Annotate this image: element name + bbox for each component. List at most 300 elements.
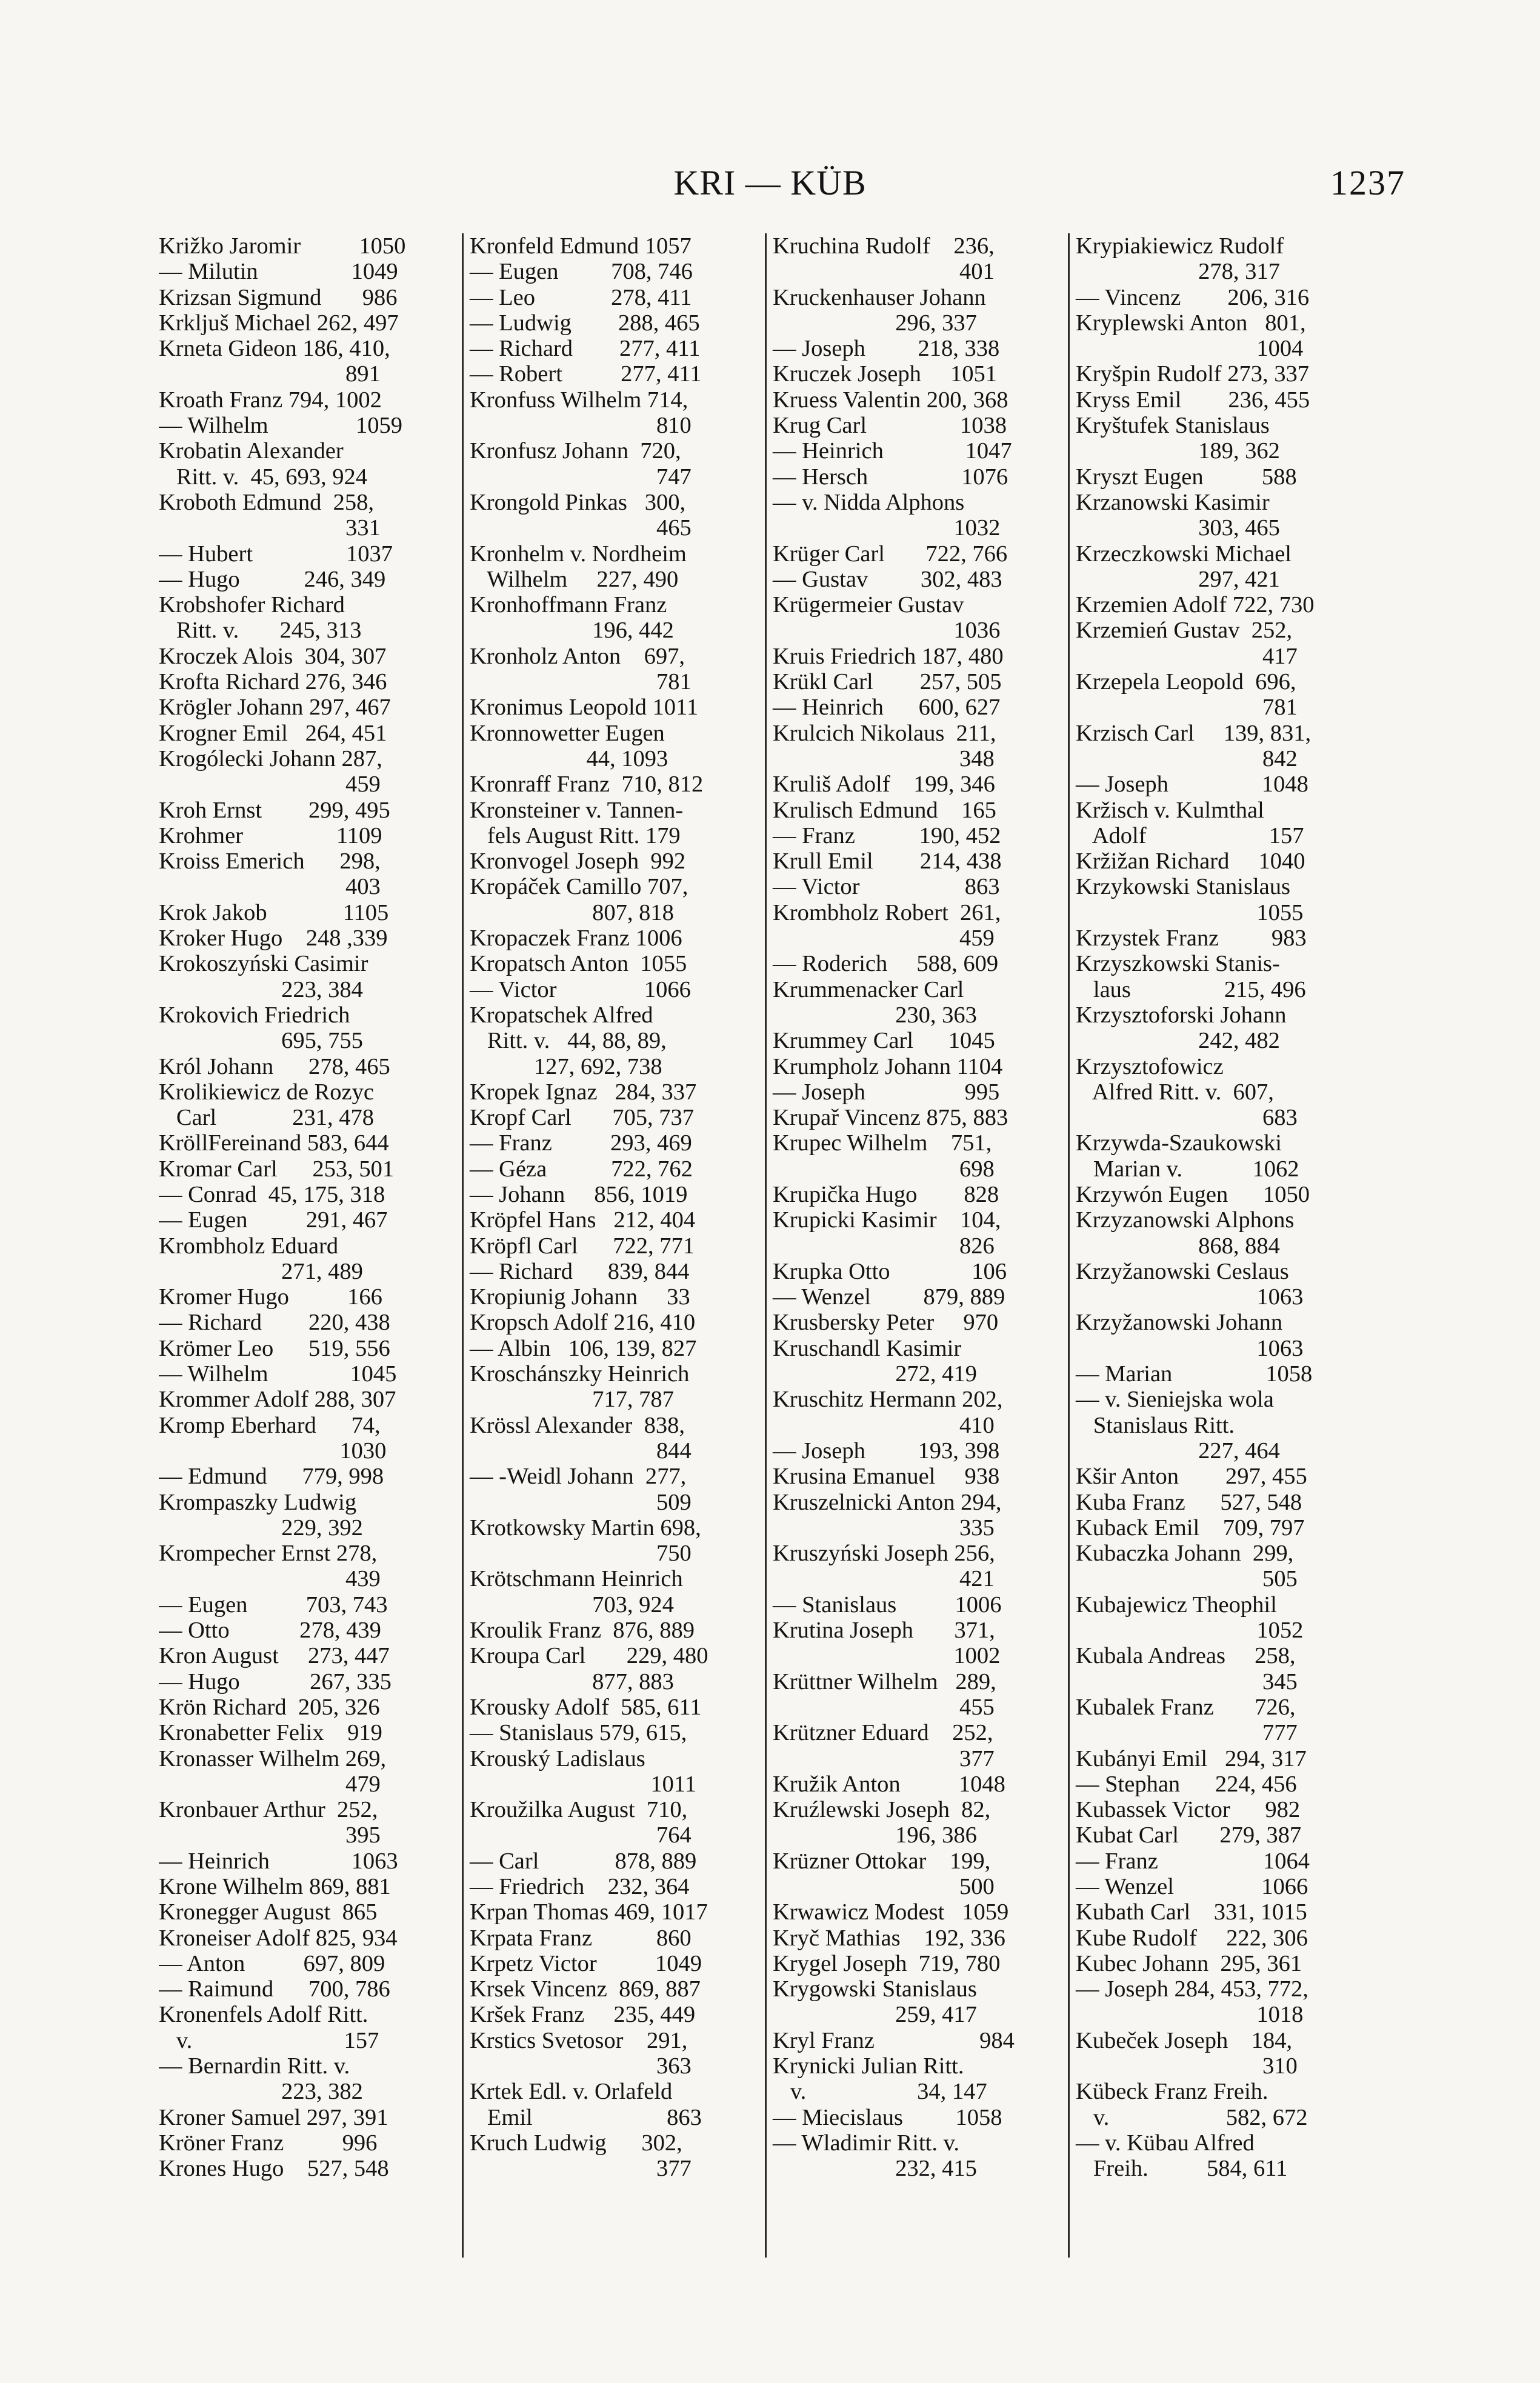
index-entry-line: Krzystek Franz 983 (1076, 925, 1307, 952)
index-entry-line: 703, 924 (470, 1591, 674, 1618)
index-entry-line: 1011 (470, 1771, 696, 1797)
index-entry-line: Kromp Eberhard 74, (159, 1412, 381, 1438)
index-entry-line: — Victor 1066 (470, 976, 691, 1002)
index-entry-line: 271, 489 (159, 1258, 363, 1284)
index-entry-line: — Roderich 588, 609 (773, 951, 999, 977)
index-entry-line: Ritt. v. 45, 693, 924 (159, 464, 368, 490)
index-entry-line: Kroner Samuel 297, 391 (159, 2104, 388, 2130)
index-entry-line: — Heinrich 1047 (773, 438, 1012, 464)
index-entry-line: Krzepela Leopold 696, (1076, 669, 1296, 695)
index-entry-line: — Wilhelm 1059 (159, 413, 402, 439)
index-entry-line: 227, 464 (1076, 1438, 1280, 1464)
index-entry-line: 1063 (1076, 1284, 1304, 1310)
index-entry-line: Kruchina Rudolf 236, (773, 233, 995, 259)
index-entry-line: Kruschitz Hermann 202, (773, 1387, 1003, 1413)
index-entry-line: — Stephan 224, 456 (1076, 1771, 1297, 1797)
index-entry-line: 296, 337 (773, 310, 977, 336)
index-entry-line: Kronvogel Joseph 992 (470, 848, 686, 875)
index-entry-line: 335 (773, 1515, 995, 1541)
index-entry-line: 395 (159, 1822, 381, 1848)
index-entry-line: Krommer Adolf 288, 307 (159, 1387, 396, 1413)
index-entry-line: Kruschandl Kasimir (773, 1335, 962, 1361)
index-entry-line: Kronegger August 865 (159, 1899, 378, 1925)
index-entry-line: Kropatsch Anton 1055 (470, 951, 687, 977)
index-entry-line: Kropf Carl 705, 737 (470, 1105, 694, 1131)
index-entry-line: — Wenzel 1066 (1076, 1874, 1308, 1899)
index-entry-line: v. 34, 147 (773, 2079, 987, 2105)
index-entry-line: 781 (1076, 695, 1298, 721)
index-entry-line: — v. Nidda Alphons (773, 489, 965, 515)
index-entry-line: Kruszelnicki Anton 294, (773, 1489, 1002, 1515)
index-entry-line: — Johann 856, 1019 (470, 1181, 688, 1207)
index-entry-line: 505 (1076, 1566, 1298, 1592)
index-entry-line: 410 (773, 1412, 995, 1438)
index-entry-line: Kromer Hugo 166 (159, 1284, 382, 1310)
index-entry-line: Krzywda-Szaukowski (1076, 1130, 1282, 1156)
index-entry-line: — Joseph 218, 338 (773, 336, 1000, 362)
index-entry-line: v. 582, 672 (1076, 2104, 1308, 2130)
index-entry-line: Kronhoffmann Franz (470, 592, 667, 618)
index-entry-line: 127, 692, 738 (470, 1053, 662, 1079)
index-entry-line: Krulisch Edmund 165 (773, 797, 996, 823)
index-entry-line: Kubalek Franz 726, (1076, 1694, 1296, 1720)
index-entry-line: — Eugen 703, 743 (159, 1591, 388, 1618)
index-entry-line: Krousky Adolf 585, 611 (470, 1694, 702, 1720)
index-entry-line: Kube Rudolf 222, 306 (1076, 1925, 1308, 1951)
index-entry-line: — Victor 863 (773, 874, 1000, 900)
index-entry-line: Krypiakiewicz Rudolf (1076, 233, 1284, 259)
index-entry-line: Kroupa Carl 229, 480 (470, 1643, 708, 1669)
index-entry-line: 1002 (773, 1643, 1001, 1669)
index-entry-line: Kroboth Edmund 258, (159, 489, 375, 515)
index-entry-line: Krtek Edl. v. Orlafeld (470, 2079, 673, 2105)
index-entry-line: — Robert 277, 411 (470, 361, 702, 387)
index-entry-line: — Edmund 779, 998 (159, 1464, 384, 1490)
index-column-3 (765, 233, 1068, 2258)
index-entry-line: 842 (1076, 745, 1298, 772)
index-entry-line: 826 (773, 1233, 995, 1259)
index-entry-line: 683 (1076, 1105, 1298, 1131)
index-entry-line: 242, 482 (1076, 1028, 1280, 1054)
index-entry-line: Kruliš Adolf 199, 346 (773, 772, 995, 798)
index-entry-line: Kubajewicz Theophil (1076, 1591, 1277, 1618)
index-entry-line: Kryl Franz 984 (773, 2027, 1015, 2053)
index-entry-line: 844 (470, 1438, 692, 1464)
index-entry-line: Stanislaus Ritt. (1076, 1412, 1235, 1438)
index-entry-line: Krstics Svetosor 291, (470, 2027, 688, 2053)
index-entry-line: Kržižan Richard 1040 (1076, 848, 1305, 875)
index-column-4 (1068, 233, 1371, 2258)
index-entry-line: 500 (773, 1874, 995, 1899)
index-entry-line: — v. Sieniejska wola (1076, 1387, 1274, 1413)
index-entry-line: Krug Carl 1038 (773, 413, 1007, 439)
index-entry-line: 189, 362 (1076, 438, 1280, 464)
index-entry-line: Krompecher Ernst 278, (159, 1541, 378, 1567)
index-entry-line: 297, 421 (1076, 566, 1280, 592)
index-entry-line: — Stanislaus 1006 (773, 1591, 1002, 1618)
index-entry-line: Kronenfels Adolf Ritt. (159, 2002, 368, 2028)
index-entry-line: Ritt. v. 245, 313 (159, 618, 362, 644)
index-entry-line: — Miecislaus 1058 (773, 2104, 1002, 2130)
index-entry-line: Krokoszyński Casimir (159, 951, 368, 977)
index-entry-line: 455 (773, 1694, 995, 1720)
index-entry-line: 44, 1093 (470, 745, 668, 772)
index-entry-line: Krulcich Nikolaus 211, (773, 720, 996, 746)
index-entry-line: Krotkowsky Martin 698, (470, 1515, 701, 1541)
index-entry-line: 1018 (1076, 2002, 1304, 2028)
index-entry-line: Krupka Otto 106 (773, 1258, 1007, 1284)
index-entry-line: 303, 465 (1076, 515, 1280, 541)
index-entry-line: Wilhelm 227, 490 (470, 566, 679, 592)
index-entry-line: — Wladimir Ritt. v. (773, 2130, 959, 2156)
index-entry-line: Krükl Carl 257, 505 (773, 669, 1002, 695)
index-entry-line: Krogner Emil 264, 451 (159, 720, 387, 746)
index-entry-line: Kryszt Eugen 588 (1076, 464, 1297, 490)
index-entry-line: Krzemień Gustav 252, (1076, 618, 1293, 644)
index-entry-line: Krummey Carl 1045 (773, 1028, 995, 1054)
index-entry-line: Kubassek Victor 982 (1076, 1797, 1301, 1823)
index-columns (159, 233, 1371, 2258)
index-entry-line: Krizsan Sigmund 986 (159, 284, 398, 310)
index-entry-line: 363 (470, 2053, 692, 2079)
index-entry-line: Krzysztoforski Johann (1076, 1002, 1287, 1028)
index-entry-line: Kroulik Franz 876, 889 (470, 1618, 695, 1644)
index-entry-line: Krötschmann Heinrich (470, 1566, 683, 1592)
index-entry-line: Krolikiewicz de Rozyc (159, 1079, 374, 1105)
index-entry-line: Kroczek Alois 304, 307 (159, 643, 387, 669)
index-entry-line: — Ludwig 288, 465 (470, 310, 700, 336)
index-entry-line: 479 (159, 1771, 381, 1797)
index-entry-line: 1052 (1076, 1618, 1304, 1644)
index-entry-line: 196, 386 (773, 1822, 977, 1848)
index-entry-line: — Carl 878, 889 (470, 1848, 697, 1874)
index-entry-line: Krobshofer Richard (159, 592, 345, 618)
index-entry-line: Krzyžanowski Johann (1076, 1310, 1283, 1336)
index-entry-line: — Milutin 1049 (159, 259, 398, 285)
index-entry-line: Kruess Valentin 200, 368 (773, 387, 1008, 413)
index-entry-line: Emil 863 (470, 2104, 702, 2130)
index-entry-line: 278, 317 (1076, 259, 1280, 285)
index-entry-line: Kubányi Emil 294, 317 (1076, 1745, 1307, 1771)
index-entry-line: — Vincenz 206, 316 (1076, 284, 1310, 310)
index-entry-line: Krsek Vincenz 869, 887 (470, 1976, 701, 2002)
index-entry-line: Krpetz Victor 1049 (470, 1950, 702, 1976)
index-entry-line: Krzysztofowicz (1076, 1053, 1224, 1079)
index-entry-line: 348 (773, 745, 995, 772)
index-entry-line: — Hubert 1037 (159, 541, 393, 567)
index-entry-line: — Hugo 267, 335 (159, 1668, 392, 1695)
index-entry-line: 781 (470, 669, 692, 695)
index-entry-line: — Hugo 246, 349 (159, 566, 386, 592)
index-entry-line: Krohmer 1109 (159, 822, 382, 848)
index-entry-line: — Richard 839, 844 (470, 1258, 690, 1284)
index-entry-line: Krwawicz Modest 1059 (773, 1899, 1009, 1925)
index-entry-line: Kružik Anton 1048 (773, 1771, 1005, 1797)
index-entry-line: 259, 417 (773, 2002, 977, 2028)
index-entry-line: Kroiss Emerich 298, (159, 848, 381, 875)
index-entry-line: — Joseph 284, 453, 772, (1076, 1976, 1308, 2002)
index-entry-line: Krok Jakob 1105 (159, 899, 389, 925)
index-entry-line: Kryštufek Stanislaus (1076, 413, 1270, 439)
index-entry-line: — Hersch 1076 (773, 464, 1008, 490)
index-entry-line: Krongold Pinkas 300, (470, 489, 686, 515)
index-entry-line: Kropaczek Franz 1006 (470, 925, 682, 952)
index-entry-line: Kronsteiner v. Tannen- (470, 797, 684, 823)
index-entry-line: Kron August 273, 447 (159, 1643, 390, 1669)
index-entry-line: 717, 787 (470, 1387, 674, 1413)
index-entry-line: Kruis Friedrich 187, 480 (773, 643, 1004, 669)
page-header (0, 162, 1540, 205)
index-entry-line: 750 (470, 1541, 692, 1567)
index-entry-line: Krzyzanowski Alphons (1076, 1207, 1295, 1233)
index-entry-line: Kroath Franz 794, 1002 (159, 387, 382, 413)
index-entry-line: Krpata Franz 860 (470, 1925, 692, 1951)
index-entry-line: 807, 818 (470, 899, 674, 925)
index-entry-line: — Friedrich 232, 364 (470, 1874, 690, 1899)
index-entry-line: — Franz 1064 (1076, 1848, 1310, 1874)
index-entry-line: Kruszyński Joseph 256, (773, 1541, 995, 1567)
index-entry-line: Krupec Wilhelm 751, (773, 1130, 992, 1156)
index-entry-line: Krupicki Kasimir 104, (773, 1207, 1001, 1233)
index-entry-line: — Heinrich 1063 (159, 1848, 398, 1874)
index-entry-line: Kronasser Wilhelm 269, (159, 1745, 387, 1771)
index-entry-line: Krobatin Alexander (159, 438, 344, 464)
index-entry-line: Krögler Johann 297, 467 (159, 695, 391, 721)
index-entry-line: Kruckenhauser Johann (773, 284, 986, 310)
index-entry-line: — Wenzel 879, 889 (773, 1284, 1005, 1310)
index-entry-line: Krzyžanowski Ceslaus (1076, 1258, 1289, 1284)
index-entry-line: Kuback Emil 709, 797 (1076, 1515, 1305, 1541)
index-entry-line: Kubec Johann 295, 361 (1076, 1950, 1302, 1976)
index-entry-line: Krombholz Eduard (159, 1233, 339, 1259)
index-entry-line: Kronraff Franz 710, 812 (470, 772, 704, 798)
index-entry-line: 401 (773, 259, 995, 285)
index-entry-line: — Bernardin Ritt. v. (159, 2053, 350, 2079)
index-entry-line: 377 (470, 2156, 692, 2182)
index-entry-line: Kroschánszky Heinrich (470, 1361, 690, 1387)
index-entry-line: Kubat Carl 279, 387 (1076, 1822, 1302, 1848)
index-entry-line: Marian v. 1062 (1076, 1156, 1299, 1182)
index-entry-line: Krummenacker Carl (773, 976, 964, 1002)
index-entry-line: 310 (1076, 2053, 1298, 2079)
index-entry-line: Kroker Hugo 248 ,339 (159, 925, 388, 952)
index-entry-line: — Leo 278, 411 (470, 284, 692, 310)
index-entry-line: 459 (159, 772, 381, 798)
index-entry-line: 695, 755 (159, 1028, 363, 1054)
index-entry-line: Kropiunig Johann 33 (470, 1284, 690, 1310)
index-entry-line: Krzanowski Kasimir (1076, 489, 1270, 515)
index-entry-line: — Franz 190, 452 (773, 822, 1001, 848)
index-entry-line: — Otto 278, 439 (159, 1618, 381, 1644)
index-entry-line: Carl 231, 478 (159, 1105, 375, 1131)
index-entry-line: Krull Emil 214, 438 (773, 848, 1002, 875)
index-entry-line: 331 (159, 515, 381, 541)
index-entry-line: Kropáček Camillo 707, (470, 874, 688, 900)
index-entry-line: Krzywón Eugen 1050 (1076, 1181, 1310, 1207)
index-entry-line: 459 (773, 925, 995, 952)
index-entry-line: 891 (159, 361, 381, 387)
index-entry-line: Krügermeier Gustav (773, 592, 964, 618)
index-entry-line: 403 (159, 874, 381, 900)
index-entry-line: Kruczek Joseph 1051 (773, 361, 997, 387)
index-entry-line: Kronhelm v. Nordheim (470, 541, 687, 567)
index-entry-line: Kržisch v. Kulmthal (1076, 797, 1264, 823)
index-entry-line: 868, 884 (1076, 1233, 1280, 1259)
page-number: 1237 (1330, 163, 1405, 202)
index-entry-line: 1032 (773, 515, 1001, 541)
index-entry-line: Kropatschek Alfred (470, 1002, 653, 1028)
index-entry-line: Kubala Andreas 258, (1076, 1643, 1296, 1669)
index-entry-line: — Raimund 700, 786 (159, 1976, 390, 2002)
index-entry-line: 1030 (159, 1438, 387, 1464)
index-entry-line: 421 (773, 1566, 995, 1592)
index-entry-line: 439 (159, 1566, 381, 1592)
index-entry-line: Król Johann 278, 465 (159, 1053, 390, 1079)
index-entry-line: 509 (470, 1489, 692, 1515)
index-entry-line: 747 (470, 464, 692, 490)
index-entry-line: Kryč Mathias 192, 336 (773, 1925, 1005, 1951)
index-entry-line: Križko Jaromir 1050 (159, 233, 406, 259)
index-entry-line: Kronnowetter Eugen (470, 720, 665, 746)
index-entry-line: KröllFereinand 583, 644 (159, 1130, 389, 1156)
index-entry-line: Kromar Carl 253, 501 (159, 1156, 395, 1182)
index-entry-line: Kroneiser Adolf 825, 934 (159, 1925, 398, 1951)
index-entry-line: — Heinrich 600, 627 (773, 695, 1001, 721)
index-entry-line: Kronholz Anton 697, (470, 643, 685, 669)
index-entry-line: v. 157 (159, 2027, 379, 2053)
index-entry-line: Krüttner Wilhelm 289, (773, 1668, 996, 1695)
index-entry-line: Krzeczkowski Michael (1076, 541, 1292, 567)
index-entry-line: Krzemien Adolf 722, 730 (1076, 592, 1315, 618)
index-entry-line: Kropsch Adolf 216, 410 (470, 1310, 696, 1336)
index-entry-line: 777 (1076, 1720, 1298, 1746)
index-entry-line: — Albin 106, 139, 827 (470, 1335, 697, 1361)
index-entry-line: 698 (773, 1156, 995, 1182)
index-entry-line: Krompaszky Ludwig (159, 1489, 357, 1515)
index-entry-line: 229, 392 (159, 1515, 363, 1541)
index-entry-line: 465 (470, 515, 692, 541)
index-entry-line: laus 215, 496 (1076, 976, 1306, 1002)
index-entry-line: Krupař Vincenz 875, 883 (773, 1105, 1008, 1131)
index-entry-line: — Wilhelm 1045 (159, 1361, 397, 1387)
index-entry-line: Krzykowski Stanislaus (1076, 874, 1290, 900)
index-entry-line: Kuba Franz 527, 548 (1076, 1489, 1302, 1515)
index-entry-line: — Eugen 708, 746 (470, 259, 693, 285)
index-entry-line: Kryšpin Rudolf 273, 337 (1076, 361, 1309, 387)
index-entry-line: — v. Kübau Alfred (1076, 2130, 1255, 2156)
index-column-1 (159, 233, 462, 2258)
index-entry-line: Kronfuss Wilhelm 714, (470, 387, 688, 413)
index-entry-line: Krön Richard 205, 326 (159, 1694, 380, 1720)
index-entry-line: Krzisch Carl 139, 831, (1076, 720, 1312, 746)
running-head: KRI — KÜB (673, 163, 867, 202)
index-entry-line: Krygowski Stanislaus (773, 1976, 977, 2002)
index-entry-line: — Joseph 193, 398 (773, 1438, 1000, 1464)
index-entry-line: 223, 384 (159, 976, 363, 1002)
index-entry-line: — Marian 1058 (1076, 1361, 1313, 1387)
index-entry-line: 196, 442 (470, 618, 674, 644)
index-entry-line: — -Weidl Johann 277, (470, 1464, 687, 1490)
index-entry-line: fels August Ritt. 179 (470, 822, 681, 848)
index-entry-line: Kröpfel Hans 212, 404 (470, 1207, 696, 1233)
index-entry-line: 877, 883 (470, 1668, 674, 1695)
index-entry-line: 345 (1076, 1668, 1298, 1695)
index-entry-line: Krützner Eduard 252, (773, 1720, 993, 1746)
index-entry-line: — Gustav 302, 483 (773, 566, 1002, 592)
index-entry-line: — Richard 220, 438 (159, 1310, 390, 1336)
index-entry-line: — Joseph 995 (773, 1079, 1000, 1105)
index-entry-line: Kröpfl Carl 722, 771 (470, 1233, 695, 1259)
index-entry-line: Krutina Joseph 371, (773, 1618, 995, 1644)
index-entry-line: 1004 (1076, 336, 1304, 362)
index-entry-line: Kubeček Joseph 184, (1076, 2027, 1293, 2053)
index-entry-line: Krokovich Friedrich (159, 1002, 350, 1028)
index-entry-line: Krones Hugo 527, 548 (159, 2156, 389, 2182)
index-entry-line: — Franz 293, 469 (470, 1130, 692, 1156)
index-entry-line: Alfred Ritt. v. 607, (1076, 1079, 1274, 1105)
index-entry-line: — Géza 722, 762 (470, 1156, 693, 1182)
index-entry-line: Kšir Anton 297, 455 (1076, 1464, 1307, 1490)
index-entry-line: — Stanislaus 579, 615, (470, 1720, 687, 1746)
index-entry-line: Kübeck Franz Freih. (1076, 2079, 1268, 2105)
index-entry-line: Kryss Emil 236, 455 (1076, 387, 1310, 413)
index-entry-line: Kroužilka August 710, (470, 1797, 688, 1823)
index-entry-line: Krusina Emanuel 938 (773, 1464, 1000, 1490)
index-entry-line: Kropek Ignaz 284, 337 (470, 1079, 697, 1105)
index-entry-line: — Richard 277, 411 (470, 336, 701, 362)
index-entry-line: Krömer Leo 519, 556 (159, 1335, 390, 1361)
index-entry-line: Krusbersky Peter 970 (773, 1310, 999, 1336)
index-entry-line: 230, 363 (773, 1002, 977, 1028)
index-entry-line: — Eugen 291, 467 (159, 1207, 388, 1233)
index-entry-line: Krneta Gideon 186, 410, (159, 336, 390, 362)
index-entry-line: Kruźlewski Joseph 82, (773, 1797, 991, 1823)
index-entry-line: 1063 (1076, 1335, 1304, 1361)
index-entry-line: 377 (773, 1745, 995, 1771)
index-entry-line: 764 (470, 1822, 692, 1848)
index-entry-line: Kröner Franz 996 (159, 2130, 378, 2156)
index-entry-line: Krynicki Julian Ritt. (773, 2053, 964, 2079)
index-entry-line: Krpan Thomas 469, 1017 (470, 1899, 708, 1925)
index-column-2 (462, 233, 765, 2258)
index-entry-line: 1055 (1076, 899, 1304, 925)
index-entry-line: 232, 415 (773, 2156, 977, 2182)
index-entry-line: Krygel Joseph 719, 780 (773, 1950, 1001, 1976)
index-entry-line: 223, 382 (159, 2079, 363, 2105)
index-entry-line: Krupička Hugo 828 (773, 1181, 999, 1207)
index-entry-line: 272, 419 (773, 1361, 977, 1387)
index-entry-line: 810 (470, 413, 692, 439)
index-entry-line: Krkljuš Michael 262, 497 (159, 310, 399, 336)
index-entry-line: Kruch Ludwig 302, (470, 2130, 682, 2156)
index-entry-line: Krofta Richard 276, 346 (159, 669, 387, 695)
index-entry-line: 417 (1076, 643, 1298, 669)
index-entry-line: Kronbauer Arthur 252, (159, 1797, 378, 1823)
index-entry-line: Krone Wilhelm 869, 881 (159, 1874, 391, 1899)
index-entry-line: 1036 (773, 618, 1001, 644)
index-entry-line: — Joseph 1048 (1076, 772, 1308, 798)
index-entry-line: Freih. 584, 611 (1076, 2156, 1288, 2182)
index-entry-line: Kubath Carl 331, 1015 (1076, 1899, 1307, 1925)
index-entry-line: Krzyszkowski Stanis- (1076, 951, 1280, 977)
index-entry-line: Kronabetter Felix 919 (159, 1720, 382, 1746)
index-entry-line: Ritt. v. 44, 88, 89, (470, 1028, 667, 1054)
index-entry-line: Kronimus Leopold 1011 (470, 695, 699, 721)
index-entry-line: Kronfusz Johann 720, (470, 438, 681, 464)
index-entry-line: Krüger Carl 722, 766 (773, 541, 1008, 567)
index-entry-line: Kroh Ernst 299, 495 (159, 797, 390, 823)
index-entry-line: Krüzner Ottokar 199, (773, 1848, 991, 1874)
